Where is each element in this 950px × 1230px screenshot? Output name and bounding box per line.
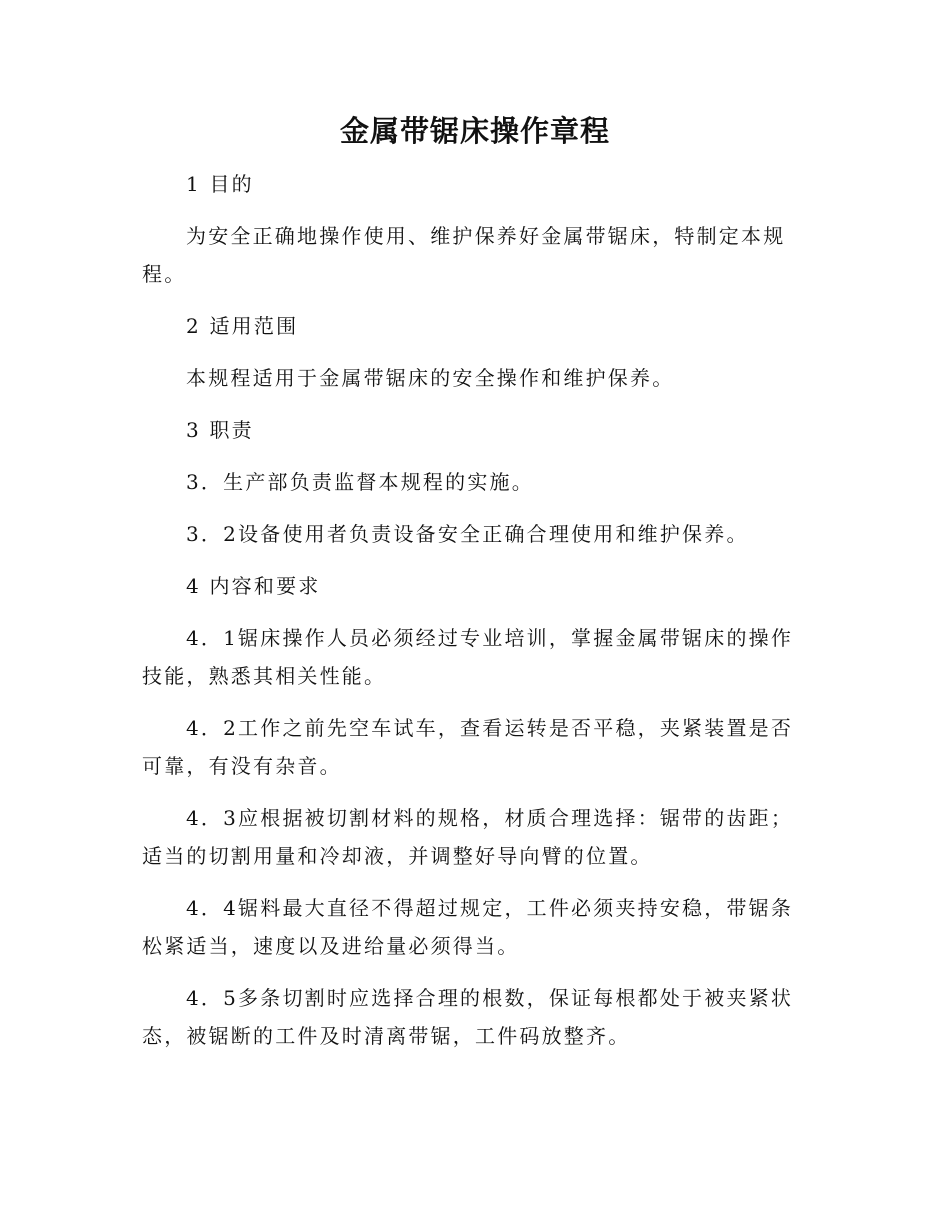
section-heading-purpose: 1 目的	[186, 172, 254, 196]
paragraph-requirement-5: 4．5多条切割时应选择合理的根数，保证每根都处于被夹紧状态，被锯断的工件及时清离带锯，工件码放整齐。	[142, 986, 794, 1048]
paragraph-requirement-3: 4．3应根据被切割材料的规格，材质合理选择：锯带的齿距；适当的切割用量和冷却液，并调整好导向臂的位置。	[142, 806, 794, 868]
document-body	[142, 165, 802, 1055]
paragraph-scope: 本规程适用于金属带锯床的安全操作和维护保养。	[186, 366, 675, 390]
paragraph-requirement-4: 4．4锯料最大直径不得超过规定，工件必须夹持安稳，带锯条松紧适当，速度以及进给量必须得当。	[142, 896, 794, 958]
document-title: 金属带锯床操作章程	[339, 114, 610, 148]
section-heading-requirements: 4 内容和要求	[186, 574, 321, 598]
section-heading-duties: 3 职责	[186, 418, 254, 442]
paragraph-purpose: 为安全正确地操作使用、维护保养好金属带锯床，特制定本规程。	[142, 224, 786, 286]
paragraph-requirement-2: 4．2工作之前先空车试车，查看运转是否平稳，夹紧装置是否可靠，有没有杂音。	[142, 716, 794, 778]
paragraph-duty-2: 3．2设备使用者负责设备安全正确合理使用和维护保养。	[186, 522, 749, 546]
paragraph-requirement-1: 4．1锯床操作人员必须经过专业培训，掌握金属带锯床的操作技能，熟悉其相关性能。	[142, 626, 794, 688]
section-heading-scope: 2 适用范围	[186, 314, 299, 338]
paragraph-duty-1: 3．生产部负责监督本规程的实施。	[186, 470, 534, 494]
